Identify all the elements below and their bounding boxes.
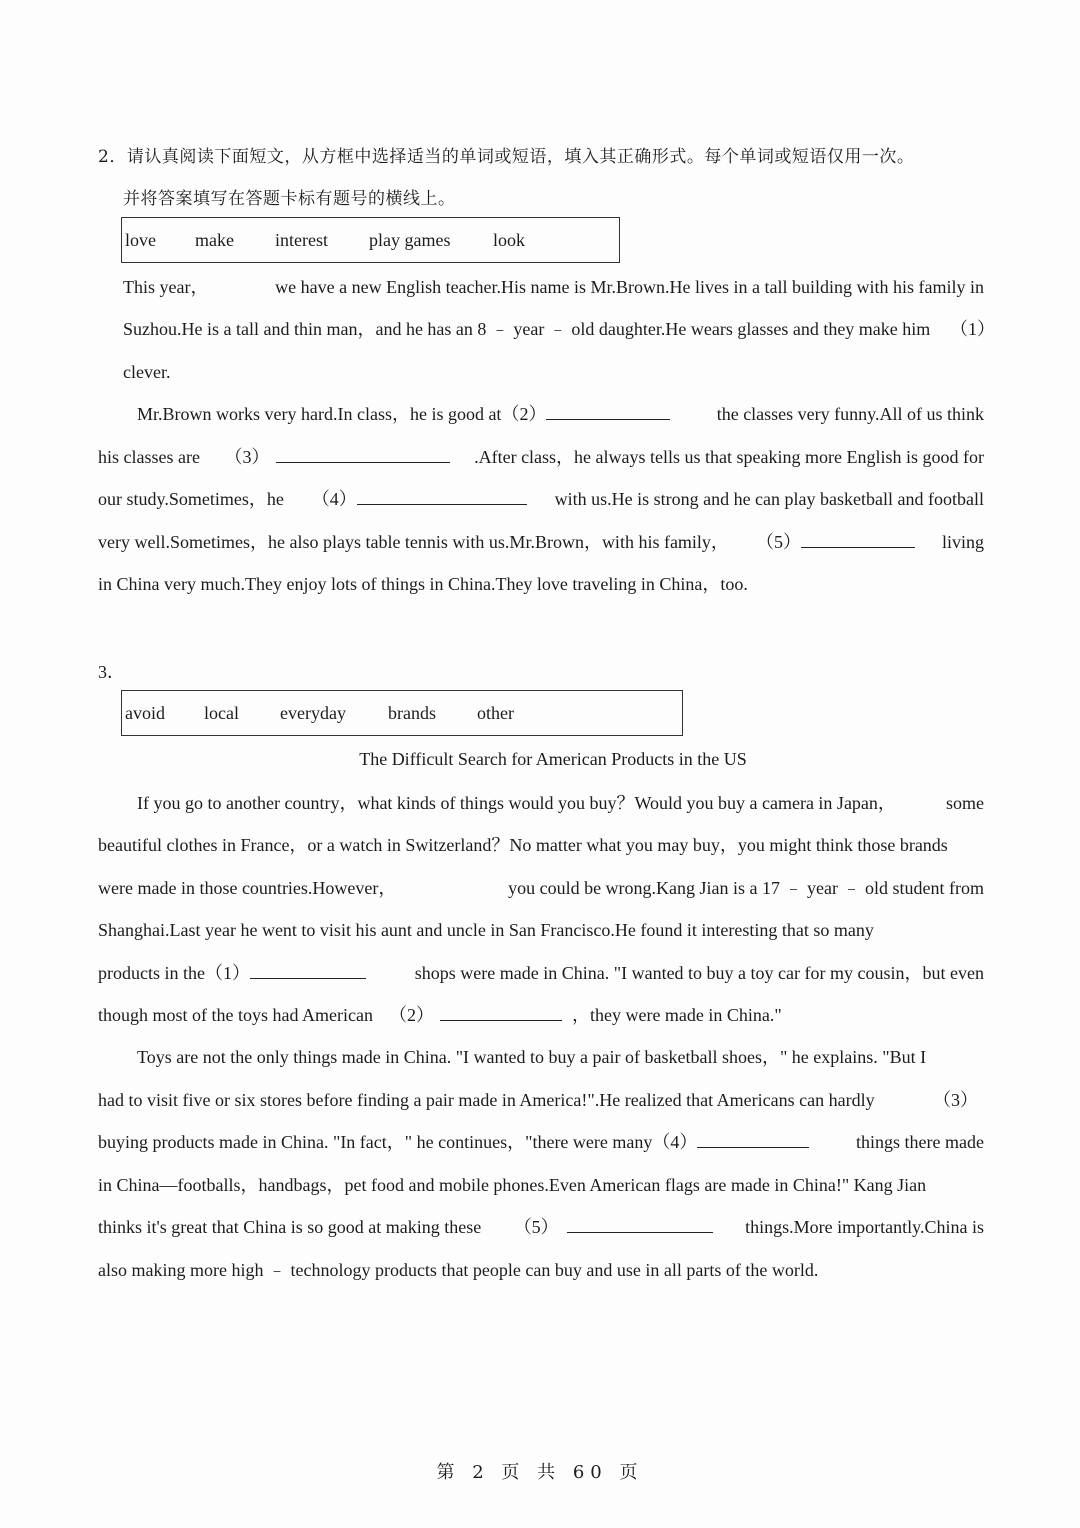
answer-blank-2[interactable] — [546, 401, 670, 420]
text-run: shops were made in China. "I wanted to buy a toy car for my cousin，but even — [414, 963, 984, 983]
word-box-item: local — [204, 703, 239, 723]
page-footer: 第 2 页 共 60 页 — [436, 1462, 644, 1483]
text-run: you could be wrong.Kang Jian is a 17 ﹣ year ﹣ old student from — [508, 878, 984, 898]
text-run — [98, 952, 366, 994]
text-run: things.More importantly.China is — [745, 1217, 984, 1237]
word-box-item: avoid — [125, 703, 165, 723]
answer-blank-2[interactable] — [440, 1002, 562, 1021]
q2-passage-line — [98, 521, 984, 563]
blank-number: （1） — [950, 319, 995, 339]
text-run — [312, 478, 527, 520]
text-run — [514, 1206, 713, 1248]
blank-number: （3） — [224, 447, 270, 467]
answer-blank-4[interactable] — [357, 486, 527, 505]
blank-number: （2） — [388, 1005, 434, 1025]
text-run: our study.Sometimes，he — [98, 489, 284, 509]
q2-passage-line — [137, 393, 984, 435]
q3-passage-line — [98, 994, 984, 1036]
text-run: his classes are — [98, 447, 200, 467]
word-box-item: other — [477, 703, 514, 723]
q3-number: 3． — [98, 662, 125, 682]
text-run: If you go to another country，what kinds of things would you buy？Would you buy a camera in Japan， — [137, 793, 896, 813]
text-run: the classes very funny.All of us think — [716, 404, 984, 424]
answer-blank-4[interactable] — [697, 1129, 809, 1148]
q3-passage-line: Shanghai.Last year he went to visit his aunt and uncle in San Francisco.He found it interesting that so many — [98, 920, 874, 940]
text-run: we have a new English teacher.His name is Mr.Brown.He lives in a tall building with his family in — [275, 277, 984, 297]
word-box-item: interest — [275, 230, 328, 250]
q2-passage-line — [123, 266, 984, 308]
q3-passage-line: in China—footballs，handbags，pet food and mobile phones.Even American flags are made in China!" Kang Jian — [98, 1175, 927, 1195]
text-run: thinks it's great that China is so good at making these — [98, 1217, 482, 1237]
blank-number: （3） — [933, 1090, 978, 1110]
q3-passage-line: also making more high ﹣ technology products that people can buy and use in all parts of the world. — [98, 1260, 819, 1280]
q2-passage-line — [123, 308, 995, 350]
word-box-item: everyday — [280, 703, 346, 723]
blank-number: （5） — [755, 532, 801, 552]
text-run: products in the（1） — [98, 963, 250, 983]
q3-passage-line — [98, 1121, 984, 1163]
text-run: This year， — [123, 277, 209, 297]
text-run: though most of the toys had American — [98, 1005, 373, 1025]
word-box-item: make — [195, 230, 234, 250]
q2-word-box — [121, 217, 620, 263]
q3-passage-line — [98, 867, 984, 909]
q3-passage-line — [98, 1079, 978, 1121]
q2-instruction-line1 — [98, 142, 914, 167]
q3-passage-line — [137, 782, 984, 824]
q3-passage-line — [98, 1206, 984, 1248]
answer-blank-5[interactable] — [801, 529, 915, 548]
blank-number: （4） — [311, 489, 357, 509]
text-run: buying products made in China. "In fact，" he continues，"there were many（4） — [98, 1132, 698, 1152]
answer-blank-1[interactable] — [250, 960, 366, 979]
q3-passage-line: beautiful clothes in France，or a watch in Switzerland？No matter what you may buy，you might think those brands — [98, 835, 948, 855]
text-run — [225, 436, 450, 478]
blank-number: （5） — [513, 1217, 559, 1237]
q3-passage-line — [98, 952, 984, 994]
text-run: Mr.Brown works very hard.In class，he is good at（2） — [137, 404, 547, 424]
answer-blank-3[interactable] — [276, 444, 450, 463]
word-box-item: look — [493, 230, 526, 250]
text-run: some — [946, 793, 984, 813]
text-run: very well.Sometimes，he also plays table tennis with us.Mr.Brown，with his family， — [98, 532, 729, 552]
q3-passage-title: The Difficult Search for American Products in the US — [359, 749, 747, 769]
text-run: things there made — [856, 1132, 984, 1152]
q2-instruction-line2: 并将答案填写在答题卡标有题号的横线上。 — [123, 189, 456, 209]
q2-instruction-text: 请认真阅读下面短文，从方框中选择适当的单词或短语，填入其正确形式。每个单词或短语仅用一次。 — [126, 147, 915, 167]
answer-blank-5[interactable] — [567, 1214, 713, 1233]
text-run: .After class，he always tells us that speaking more English is good for — [474, 447, 984, 467]
q2-passage-line — [98, 478, 984, 520]
text-run — [98, 1121, 809, 1163]
q3-passage-line: Toys are not the only things made in China. "I wanted to buy a pair of basketball shoes，" he explains. "But I — [137, 1047, 927, 1067]
q2-passage-line: clever. — [123, 362, 171, 382]
text-run: had to visit five or six stores before finding a pair made in America!".He realized that Americans can hardly — [98, 1090, 875, 1110]
q2-passage-line: in China very much.They enjoy lots of things in China.They love traveling in China，too. — [98, 574, 748, 594]
word-box-item: play games — [369, 230, 451, 250]
q3-word-box — [121, 690, 683, 736]
text-run: living — [941, 532, 984, 552]
text-run: with us.He is strong and he can play basketball and football — [554, 489, 984, 509]
text-run — [137, 393, 670, 435]
text-run: ，they were made in China." — [571, 1005, 782, 1025]
q2-passage-line — [98, 436, 984, 478]
text-run: were made in those countries.However， — [98, 878, 397, 898]
word-box-item: brands — [388, 703, 436, 723]
q2-number: 2． — [98, 147, 127, 167]
text-run: Suzhou.He is a tall and thin man，and he has an 8 ﹣ year ﹣ old daughter.He wears glasses and they make him — [123, 319, 931, 339]
word-box-item: love — [125, 230, 156, 250]
text-run — [756, 521, 915, 563]
